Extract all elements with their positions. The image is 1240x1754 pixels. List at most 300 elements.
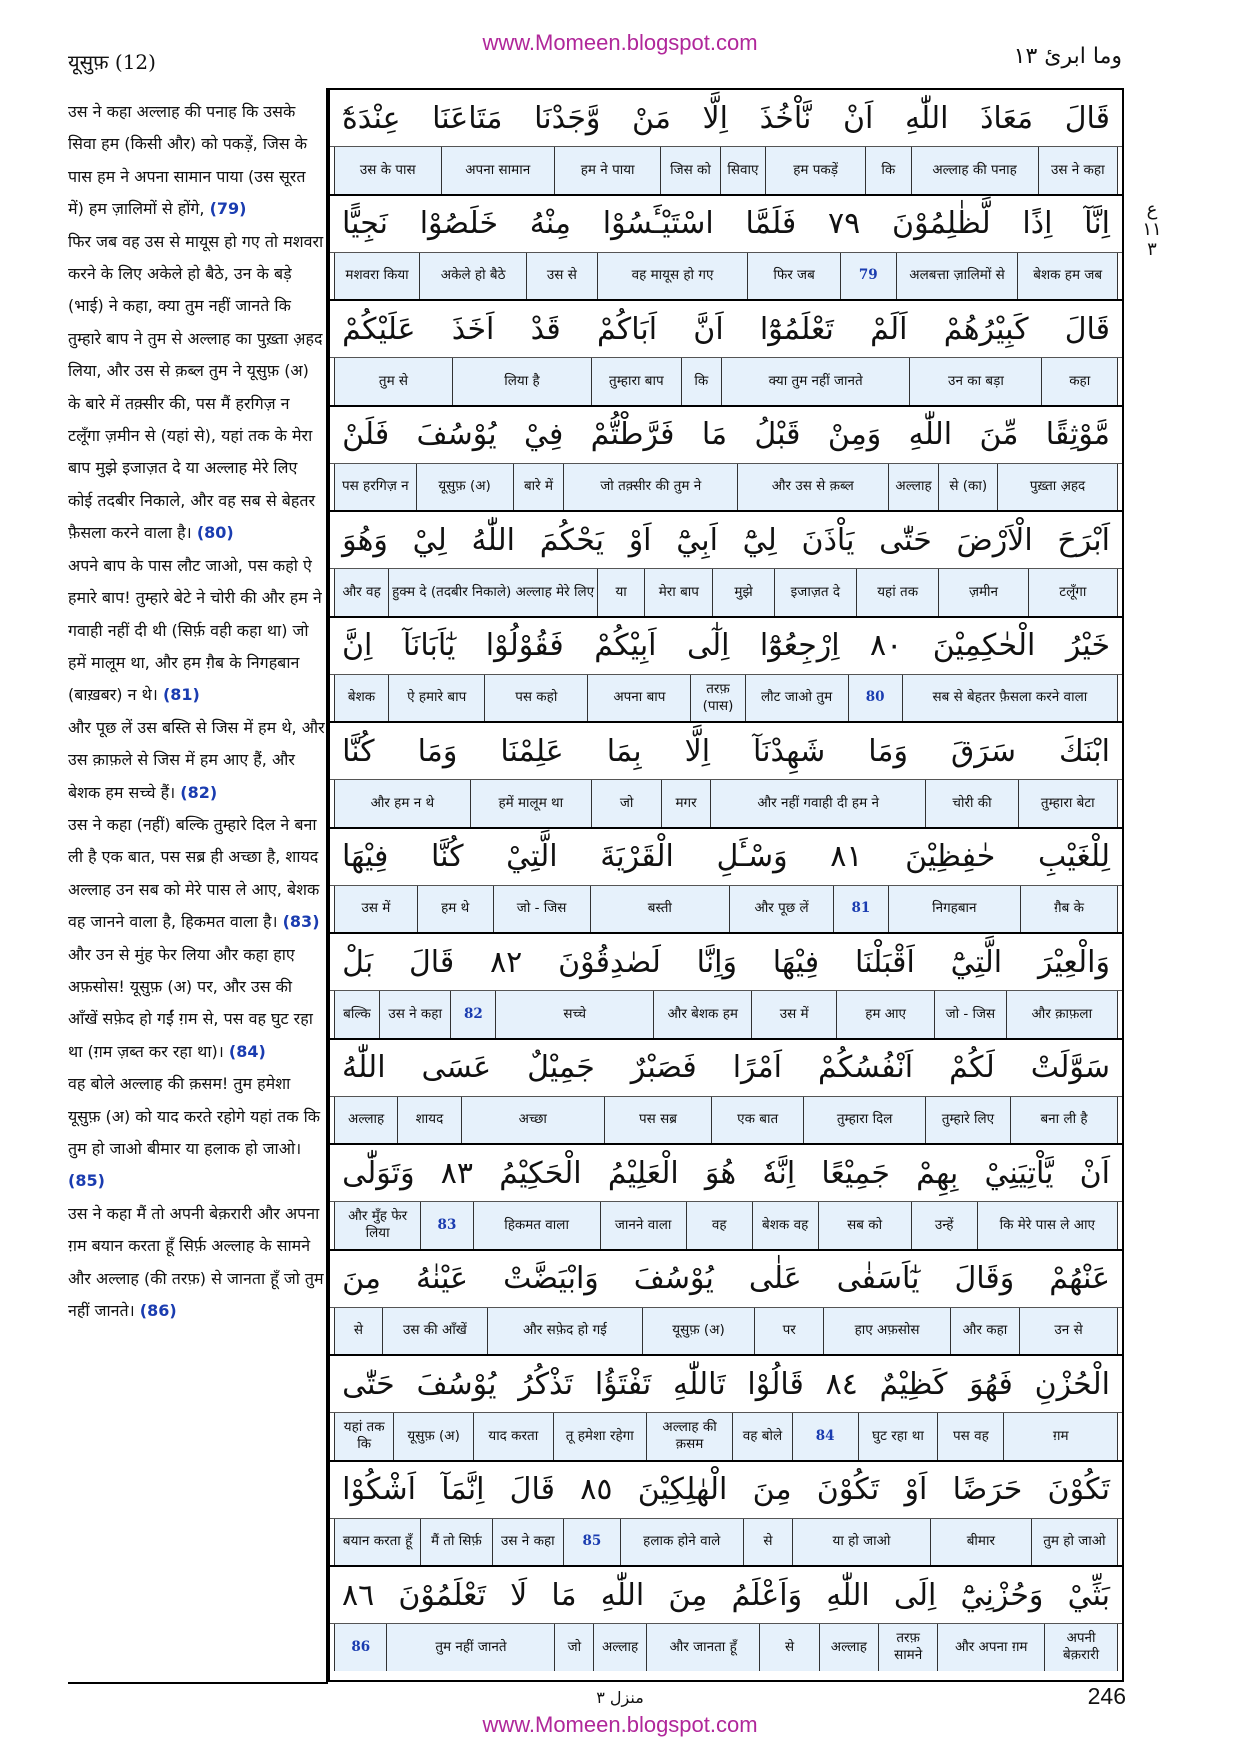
arabic-word: يٰٓاَسَفٰى [836,1261,920,1296]
gloss-cell: से [759,1624,818,1671]
arabic-word: الْحَكِيْمُ [499,1155,582,1191]
arabic-line [330,196,1122,253]
gloss-cell: निगहबान [888,886,1020,933]
gloss-cell: से [353,1322,364,1339]
arabic-word: وَاَعْلَمُ [731,1577,803,1613]
arabic-word: فَلَمَّا [745,206,797,241]
gloss-cell: टलूँगा [1028,569,1117,616]
verse-line-block [330,618,1122,724]
arabic-word: وَسْـَٔلِ [716,839,788,874]
arabic-word: لَا [510,1577,528,1613]
translation-paragraph [68,809,326,939]
gloss-cell: पर [754,1308,823,1355]
gloss-cell: और मुँह फेर लिया [348,1208,408,1242]
gloss-row [334,675,1118,722]
arabic-word: اِنَّمَآ [441,1472,485,1507]
gloss-cell: या हो जाओ [792,1519,930,1566]
gloss-cell: हम आए [836,991,934,1038]
arabic-word: قَالَ [408,944,455,980]
gloss-cell: शायद [397,1097,460,1144]
gloss-cell: कि मेरे पास ले आए [977,1202,1117,1249]
arabic-word: اللّٰهِ [600,1577,645,1613]
gloss-cell: अलबत्ता ज़ालिमों से [896,253,1018,300]
arabic-word: مَا [551,1577,577,1613]
arabic-word: هُوَ [704,1155,737,1191]
arabic-word: الْحٰكِمِيْنَ [932,628,1036,663]
arabic-word: فِيْ [523,417,564,452]
arabic-word: كُنَّا [342,733,375,769]
arabic-word: لَكُمْ [949,1050,995,1085]
gloss-cell: यूसुफ़ (अ) [416,464,513,511]
gloss-cell: चोरी की [925,780,1017,827]
gloss-cell: ग़ैब के [1020,886,1117,933]
gloss-cell: और अपना ग़म [937,1624,1044,1671]
gloss-cell: और सफ़ेद हो गई [487,1308,642,1355]
gloss-cell: और नहीं गवाही दी हम ने [710,780,926,827]
arabic-line [330,407,1122,464]
verse-number-cell: 84 [792,1413,858,1460]
gloss-cell: उस ने कहा [1038,147,1117,194]
gloss-cell: अपनी बेक़रारी [1044,1624,1117,1671]
arabic-line [330,90,1122,147]
arabic-word: قَالُوْا [747,1366,804,1402]
gloss-row [334,1202,1118,1249]
gloss-cell: जिस को [660,147,719,194]
verse-number-cell: 83 [420,1202,472,1249]
arabic-word: كَبِيْرُهُمْ [943,311,1029,347]
gloss-cell: हाए अफ़सोस [823,1308,949,1355]
gloss-cell: घुट रहा था [858,1413,938,1460]
gloss-cell: अपना सामान [441,147,554,194]
manzil-label: منزل ٣ [596,1688,644,1707]
arabic-word: مِنَ [668,1577,708,1613]
gloss-cell: उस से [526,253,597,300]
gloss-cell: या [597,569,644,616]
translation-text: अपने बाप के पास लौट जाओ, पस कहो ऐ हमारे बाप! तुम्हारे बेटे ने चोरी की और हम ने गवाही नहीं दी थी (सिर्फ़ वही कहा था) जो हमें मालूम था, और हम ग़ैब के निगहबान (बाख़बर) न थे। [68,555,322,705]
translation-text: फिर जब वह उस से मायूस हो गए तो मशवरा करने के लिए अकेले हो बैठे, उन के बड़े (भाई) ने कहा, क्या तुम नहीं जानते कि तुम्हारे बाप ने तुम से अल्लाह का पुख़्ता अ़हद लिया, और उस से क़ब्ल तुम ने यूसुफ़ (अ) के बारे में तक़्सीर की, पस मैं हरगिज़ न टलूँगा ज़मीन से (यहां से), यहां तक के मेरा बाप मुझे इजाज़त दे या अल्लाह मेरे लिए कोई तदबीर निकाले, और वह सब से बेहतर फ़ैसला करने वाला है। [68,231,324,543]
gloss-cell: और उस से क़ब्ल [737,464,888,511]
gloss-cell: कहा [1041,358,1117,405]
arabic-word: اِنَّهٗ [762,1155,796,1191]
gloss-cell: हिकमत वाला [473,1202,600,1249]
arabic-word: اِلَّا [702,100,728,136]
arabic-word: حَرَضًا [952,1472,1023,1507]
arabic-line [330,1145,1122,1202]
translation-text: और पूछ लें उस बस्ति से जिस में हम थे, और उस क़ाफ़ले से जिस में हम आए हैं, और बेशक हम सच्चे हैं। [68,717,325,802]
translation-paragraph [68,96,326,226]
gloss-cell: जो - जिस [493,886,590,933]
arabic-word: اللّٰهِ [908,417,953,452]
arabic-word: تَعْلَمُوْنَ [398,1577,487,1613]
arabic-word: كُنَّا [431,839,464,874]
gloss-cell: जानने वाला [600,1202,686,1249]
gloss-cell: अपना बाप [587,675,690,722]
verse-number-cell: 80 [848,675,902,722]
gloss-cell: बल्कि [343,1005,371,1022]
gloss-cell: ग़म [1003,1413,1117,1460]
gloss-cell: यहां तक कि [343,1419,385,1453]
translation-text: उस ने कहा (नहीं) बल्कि तुम्हारे दिल ने बना ली है एक बात, पस सब्र ही अच्छा है, शायद अल्लाह उन सब को मेरे पास ले आए, बेशक वह जानने वाला है, हिकमत वाला है। [68,814,320,932]
gloss-cell: उन का बड़ा [909,358,1041,405]
arabic-word: اَنْفُسُكُمْ [817,1050,914,1085]
gloss-cell: उन्हें [911,1202,977,1249]
gloss-cell: वह [686,1202,752,1249]
arabic-word: اسْتَيْـَٔسُوْا [602,206,714,241]
gloss-cell: सब को [818,1202,911,1249]
gloss-cell: अल्लाह [888,464,939,511]
gloss-cell: अल्लाह [348,1111,385,1128]
translation-bottom-rule [68,1682,328,1684]
gloss-cell: मुझे [712,569,773,616]
arabic-word: بِمَا [606,733,642,769]
gloss-cell: पस हरगिज़ न [341,478,409,495]
arabic-word: كَظِيْمٌ [879,1366,948,1402]
arabic-line [330,1462,1122,1519]
arabic-word: تَفْتَؤُا [594,1366,652,1402]
gloss-cell: तरफ़ सामने [878,1624,937,1671]
arabic-line [330,934,1122,991]
gloss-cell: उस की आँखें [382,1308,487,1355]
verse-line-block [330,196,1122,302]
gloss-cell: मशवरा किया [345,267,409,284]
translation-paragraph [68,226,326,550]
verse-number: (84) [228,1041,266,1061]
gloss-cell: तुम्हारा बाप [591,358,681,405]
arabic-line [330,723,1122,780]
gloss-cell: वह बोले [732,1413,791,1460]
arabic-word: فَصَبْرٌ [630,1050,697,1085]
arabic-word: الَّتِيْٓ [950,944,1003,980]
arabic-word: اللّٰهُ [471,522,515,558]
arabic-line [330,829,1122,886]
arabic-word: لَصٰدِقُوْنَ [558,944,661,980]
gloss-cell: यूसुफ़ (अ) [642,1308,754,1355]
arabic-word: اَخَذَ [451,311,495,347]
arabic-word: لِلْغَيْبِ [1037,839,1110,874]
gloss-cell: हुक्म दे (तदबीर निकाले) अल्लाह मेरे लिए [388,569,597,616]
gloss-cell: तरफ़ (पास) [690,675,744,722]
verse-number: (81) [162,685,200,705]
arabic-line [330,1567,1122,1624]
verse-line-block [330,301,1122,407]
arabic-word: سَرَقَ [950,733,1016,769]
gloss-row [334,358,1118,405]
arabic-word: فِيْهَا [342,839,389,874]
gloss-cell: बीमार [930,1519,1031,1566]
arabic-word: وَتَوَلّٰى [342,1155,415,1191]
gloss-cell: और बेशक हम [653,991,751,1038]
arabic-word: لَّظٰلِمُوْنَ [892,206,991,241]
arabic-word: مِنْهُ [529,206,572,241]
website-link-top[interactable]: www.Momeen.blogspot.com [482,30,758,55]
gloss-cell: यहां तक [856,569,938,616]
arabic-word: ٨٣ [440,1155,473,1191]
arabic-word: مِنَ [752,1472,792,1507]
gloss-cell: से (का) [938,464,997,511]
arabic-word: الْاَرْضَ [956,522,1033,558]
arabic-word: اللّٰهُ [342,1050,386,1085]
gloss-cell: तुम नहीं जानते [386,1624,554,1671]
gloss-cell: हम ने पाया [554,147,661,194]
arabic-word: وَمِنْ [827,417,882,452]
page-number: 246 [1087,1683,1126,1709]
arabic-word: تَعْلَمُوْٓا [759,311,834,347]
gloss-cell: पस कहो [484,675,587,722]
gloss-cell: अल्लाह [819,1624,878,1671]
word-by-word-grid [328,88,1124,1682]
arabic-word: ٨٦ [342,1577,375,1613]
arabic-line [330,512,1122,569]
verse-number: (83) [282,912,320,932]
arabic-word: اَبِيْٓ [676,522,718,558]
arabic-word: عَيْنٰهُ [415,1261,469,1296]
gloss-cell: और वह [342,583,381,600]
arabic-word: يَّاْتِيَنِيْ [984,1155,1054,1191]
verse-line-block [330,512,1122,618]
arabic-word: اِلٰٓى [686,628,730,663]
arabic-line [330,1251,1122,1308]
arabic-word: اَوْ [904,1472,928,1507]
arabic-word: تَكُوْنَ [816,1472,880,1507]
arabic-word: ابْنَكَ [1058,733,1110,769]
arabic-word: اَشْكُوْا [342,1472,416,1507]
arabic-word: وَاِنَّا [696,944,737,980]
arabic-word: اَبْرَحَ [1057,522,1110,558]
arabic-word: ٧٩ [828,206,861,241]
website-link-bottom[interactable]: www.Momeen.blogspot.com [482,1712,758,1737]
gloss-cell: सच्चे [495,991,653,1038]
gloss-cell: सब से बेहतर फ़ैसला करने वाला [902,675,1117,722]
gloss-cell: याद करता [473,1413,553,1460]
arabic-word: اَنْ [842,100,874,136]
arabic-word: وَحُزْنِيْٓ [960,1577,1044,1613]
gloss-cell: अकेले हो बैठे [419,253,526,300]
translation-paragraph [68,712,326,809]
gloss-cell: पुख़्ता अ़हद [997,464,1117,511]
gloss-cell: यूसुफ़ (अ) [393,1413,473,1460]
gloss-cell: तुम्हारा दिल [803,1097,925,1144]
arabic-word: اَقْبَلْنَا [854,944,915,980]
translation-paragraph [68,550,326,712]
arabic-word: جَمِيْعًا [821,1155,890,1191]
translation-paragraph [68,939,326,1069]
translation-paragraph [68,1198,326,1328]
arabic-word: اِلَّا [684,733,711,769]
verse-number: (79) [209,199,247,219]
ruku-marker: ع ١١ ٣ [1142,199,1162,260]
gloss-cell: अल्लाह की पनाह [911,147,1038,194]
arabic-word: وَهُوَ [342,522,388,558]
translation-text: वह बोले अल्लाह की क़सम! तुम हमेशा यूसुफ़ (अ) को याद करते रहोगे यहां तक कि तुम हो जाओ बीमार या हलाक हो जाओ। [68,1074,321,1158]
gloss-cell: हम पकड़ें [765,147,865,194]
gloss-cell: इजाज़त दे [774,569,856,616]
gloss-row [334,1519,1118,1566]
arabic-word: الْقَرْيَةَ [600,839,674,874]
gloss-cell: अल्लाह [593,1624,646,1671]
gloss-cell: तू हमेशा रहेगा [553,1413,646,1460]
arabic-word: لِيْ [412,522,447,558]
arabic-word: وَمَا [868,733,908,769]
gloss-cell: उस में [361,900,391,917]
gloss-cell: हलाक होने वाले [620,1519,743,1566]
arabic-word: فِيْهَا [772,944,820,980]
verse-line-block [330,1356,1122,1462]
arabic-word: عَلٰى [748,1261,802,1296]
arabic-word: مِنَ [342,1261,381,1296]
verse-line-block [330,829,1122,935]
arabic-word: خَيْرُ [1065,628,1110,663]
arabic-word: حَتّٰى [342,1366,395,1402]
arabic-word: خَلَصُوْا [419,206,499,241]
verse-line-block [330,407,1122,513]
verse-number-cell: 86 [351,1638,371,1655]
arabic-word: اَنَّ [693,311,724,347]
gloss-cell: बेशक वह [752,1202,818,1249]
gloss-cell: हम थे [417,886,493,933]
arabic-word: فَقُوْلُوْا [485,628,564,663]
verse-number: (80) [196,523,234,543]
gloss-cell: बेशक हम जब [1017,253,1117,300]
gloss-row [334,147,1118,194]
arabic-word: الْهٰلِكِيْنَ [637,1472,728,1507]
arabic-word: فَهُوَ [969,1366,1013,1402]
arabic-word: اِذًا [1022,206,1053,241]
gloss-row [334,569,1118,616]
arabic-word: قَبْلُ [754,417,801,452]
arabic-word: سَوَّلَتْ [1030,1050,1110,1085]
arabic-word: فَرَّطْتُّمْ [590,417,675,452]
gloss-cell: उस के पास [359,161,416,178]
gloss-cell: पस वह [937,1413,1003,1460]
arabic-word: اِنَّآ [1084,206,1110,241]
arabic-word: اَبِيْكُمْ [594,628,657,663]
gloss-cell: एक बात [711,1097,803,1144]
arabic-word: قَدْ [530,311,561,347]
arabic-word: حَتّٰى [879,522,932,558]
arabic-word: مَتَاعَنَا [432,100,503,136]
gloss-cell: उस ने कहा [379,991,450,1038]
arabic-line [330,301,1122,358]
gloss-cell: पस सब्र [604,1097,711,1144]
arabic-word: عَسَى [421,1050,492,1085]
gloss-row [334,1097,1118,1144]
arabic-word: يُوْسُفَ [416,1366,497,1402]
gloss-row [334,1308,1118,1355]
verse-number: (85) [68,1171,105,1191]
gloss-cell: वह मायूस हो गए [597,253,748,300]
gloss-cell: सिवाए [720,147,766,194]
arabic-word: ٨٥ [580,1472,613,1507]
gloss-row [334,886,1118,933]
hindi-translation-column [68,96,326,1327]
arabic-word: تَذْكُرُ [518,1366,574,1402]
arabic-word: مَا [701,417,728,452]
gloss-cell: और पूछ लें [729,886,833,933]
arabic-word: اَمْرًا [732,1050,783,1085]
gloss-cell: ज़मीन [938,569,1027,616]
gloss-row [334,1413,1118,1460]
gloss-cell: अल्लाह की क़सम [646,1413,732,1460]
arabic-word: تَكُوْنَ [1047,1472,1110,1507]
gloss-cell: मैं तो सिर्फ़ [420,1519,491,1566]
arabic-word: وَقَالَ [954,1261,1015,1296]
arabic-word: الَّتِيْ [506,839,558,874]
gloss-cell: कि [681,358,721,405]
gloss-cell: तुम्हारे लिए [925,1097,1010,1144]
arabic-word: نَّاْخُذَ [759,100,812,136]
arabic-word: ٨٢ [490,944,523,980]
gloss-cell: जो तक़्सीर की तुम ने [563,464,737,511]
gloss-cell: और कहा [950,1308,1019,1355]
arabic-word: قَالَ [1064,100,1110,136]
gloss-cell: जो - जिस [934,991,1005,1038]
gloss-row [334,991,1118,1038]
arabic-word: اِرْجِعُوْٓا [759,628,840,663]
arabic-word: بَثِّيْ [1067,1577,1110,1613]
gloss-cell: लौट जाओ तुम [745,675,848,722]
gloss-cell: बयान करता हूँ [342,1533,413,1550]
arabic-line [330,1356,1122,1413]
verse-line-block [330,934,1122,1040]
gloss-cell: ऐ हमारे बाप [388,675,484,722]
gloss-cell: बस्ती [590,886,729,933]
verse-number-cell: 82 [450,991,495,1038]
verse-number: (86) [139,1301,177,1321]
gloss-row [334,464,1118,511]
arabic-word: اِنَّ [342,628,373,663]
gloss-cell: अच्छा [461,1097,604,1144]
arabic-word: مَنْ [631,100,671,136]
arabic-word: ٨٠ [870,628,903,663]
arabic-word: عَلِمْنَا [500,733,564,769]
arabic-word: وَّجَدْنَا [534,100,601,136]
gloss-cell: उस ने कहा [492,1519,563,1566]
arabic-word: الْعَلِيْمُ [607,1155,679,1191]
arabic-word: اَوْ [628,522,652,558]
arabic-word: نَجِيًّا [342,206,388,241]
arabic-word: قَالَ [509,1472,555,1507]
arabic-word: يَاْذَنَ [801,522,855,558]
gloss-cell: मगर [661,780,710,827]
gloss-cell: बारे में [513,464,564,511]
gloss-cell: जो [554,1624,593,1671]
gloss-cell: मेरा बाप [644,569,712,616]
verse-number-cell: 85 [563,1519,620,1566]
arabic-word: الْحُزْنِ [1034,1366,1110,1402]
gloss-row [334,253,1118,300]
arabic-word: اللّٰهِ [904,100,949,136]
verse-line-block [330,1462,1122,1568]
arabic-word: وَمَا [417,733,458,769]
arabic-word: جَمِيْلٌ [527,1050,595,1085]
verse-line-block [330,1040,1122,1146]
arabic-word: يٰٓاَبَانَآ [402,628,456,663]
arabic-word: مَّوْثِقًا [1045,417,1110,452]
arabic-word: يَحْكُمَ [539,522,604,558]
arabic-word: عِنْدَهٗٓ [342,100,401,136]
verse-number-cell: 81 [833,886,888,933]
gloss-cell: तुम से [378,372,409,389]
translation-text: उस ने कहा अल्लाह की पनाह कि उसके सिवा हम (किसी और) को पकड़ें, जिस के पास हम ने अपना सामान पाया (उस सूरत में) हम ज़ालिमों से होंगे, [68,102,308,219]
arabic-word: يُوْسُفَ [633,1261,714,1296]
gloss-cell: उस में [751,991,836,1038]
arabic-word: عَنْهُمْ [1049,1261,1110,1296]
gloss-row [334,1624,1118,1671]
gloss-cell: बना ली है [1010,1097,1117,1144]
arabic-word: اللّٰهِ [826,1577,870,1613]
gloss-cell: और जानता हूँ [646,1624,760,1671]
verse-line-block [330,90,1122,196]
